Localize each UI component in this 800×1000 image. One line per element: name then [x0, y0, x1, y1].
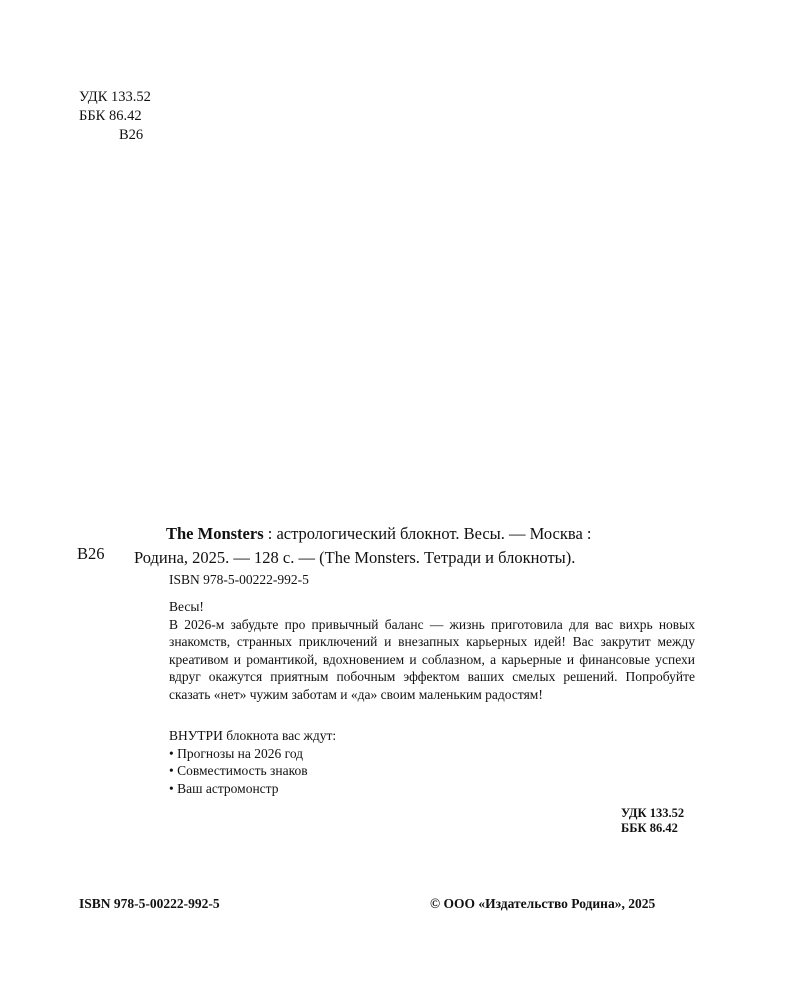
inside-list-item: • Прогнозы на 2026 год	[169, 745, 336, 763]
bbk-code: ББК 86.42	[79, 108, 142, 124]
author-sign: В26	[119, 127, 144, 143]
biblio-line-2: Родина, 2025. — 128 с. — (The Monsters. Тетради и блокноты).	[134, 548, 576, 567]
udk-code-bottom: УДК 133.52	[621, 806, 685, 820]
title-statement: : астрологический блокнот. Весы. — Москва :	[263, 524, 592, 543]
bbk-code-bottom: ББК 86.42	[621, 821, 678, 835]
annotation-greeting: Весы!	[169, 599, 204, 614]
classification-block-top	[79, 88, 151, 145]
author-name: The Monsters	[166, 524, 264, 543]
bibliographic-record	[134, 522, 696, 570]
isbn-line: ISBN 978-5-00222-992-5	[169, 572, 309, 587]
udk-code: УДК 133.52	[79, 89, 151, 105]
inside-heading: ВНУТРИ блокнота вас ждут:	[169, 728, 337, 743]
inside-list-item: • Ваш астромонстр	[169, 780, 336, 798]
classification-block-bottom	[621, 806, 684, 836]
footer-isbn: ISBN 978-5-00222-992-5	[79, 896, 220, 911]
inside-list	[169, 727, 336, 797]
biblio-author-sign: В26	[77, 544, 105, 563]
biblio-line-1	[134, 522, 696, 546]
inside-list-item: • Совместимость знаков	[169, 762, 336, 780]
copyright-notice: © ООО «Издательство Родина», 2025	[430, 896, 656, 911]
annotation	[169, 598, 695, 704]
annotation-body: В 2026-м забудьте про привычный баланс — жизнь приготовила для вас вихрь новых знакомств, странных приключений и внезапных карьерных идей! Вас закрутит между креативом и романтикой, вдохновением и соблазном, а карьерные и финансовые успехи вдруг окажутся приятным побочным эффектом ваших смелых решений. Попробуйте сказать «нет» чужим заботам и «да» своим маленьким радостям!	[169, 616, 695, 702]
